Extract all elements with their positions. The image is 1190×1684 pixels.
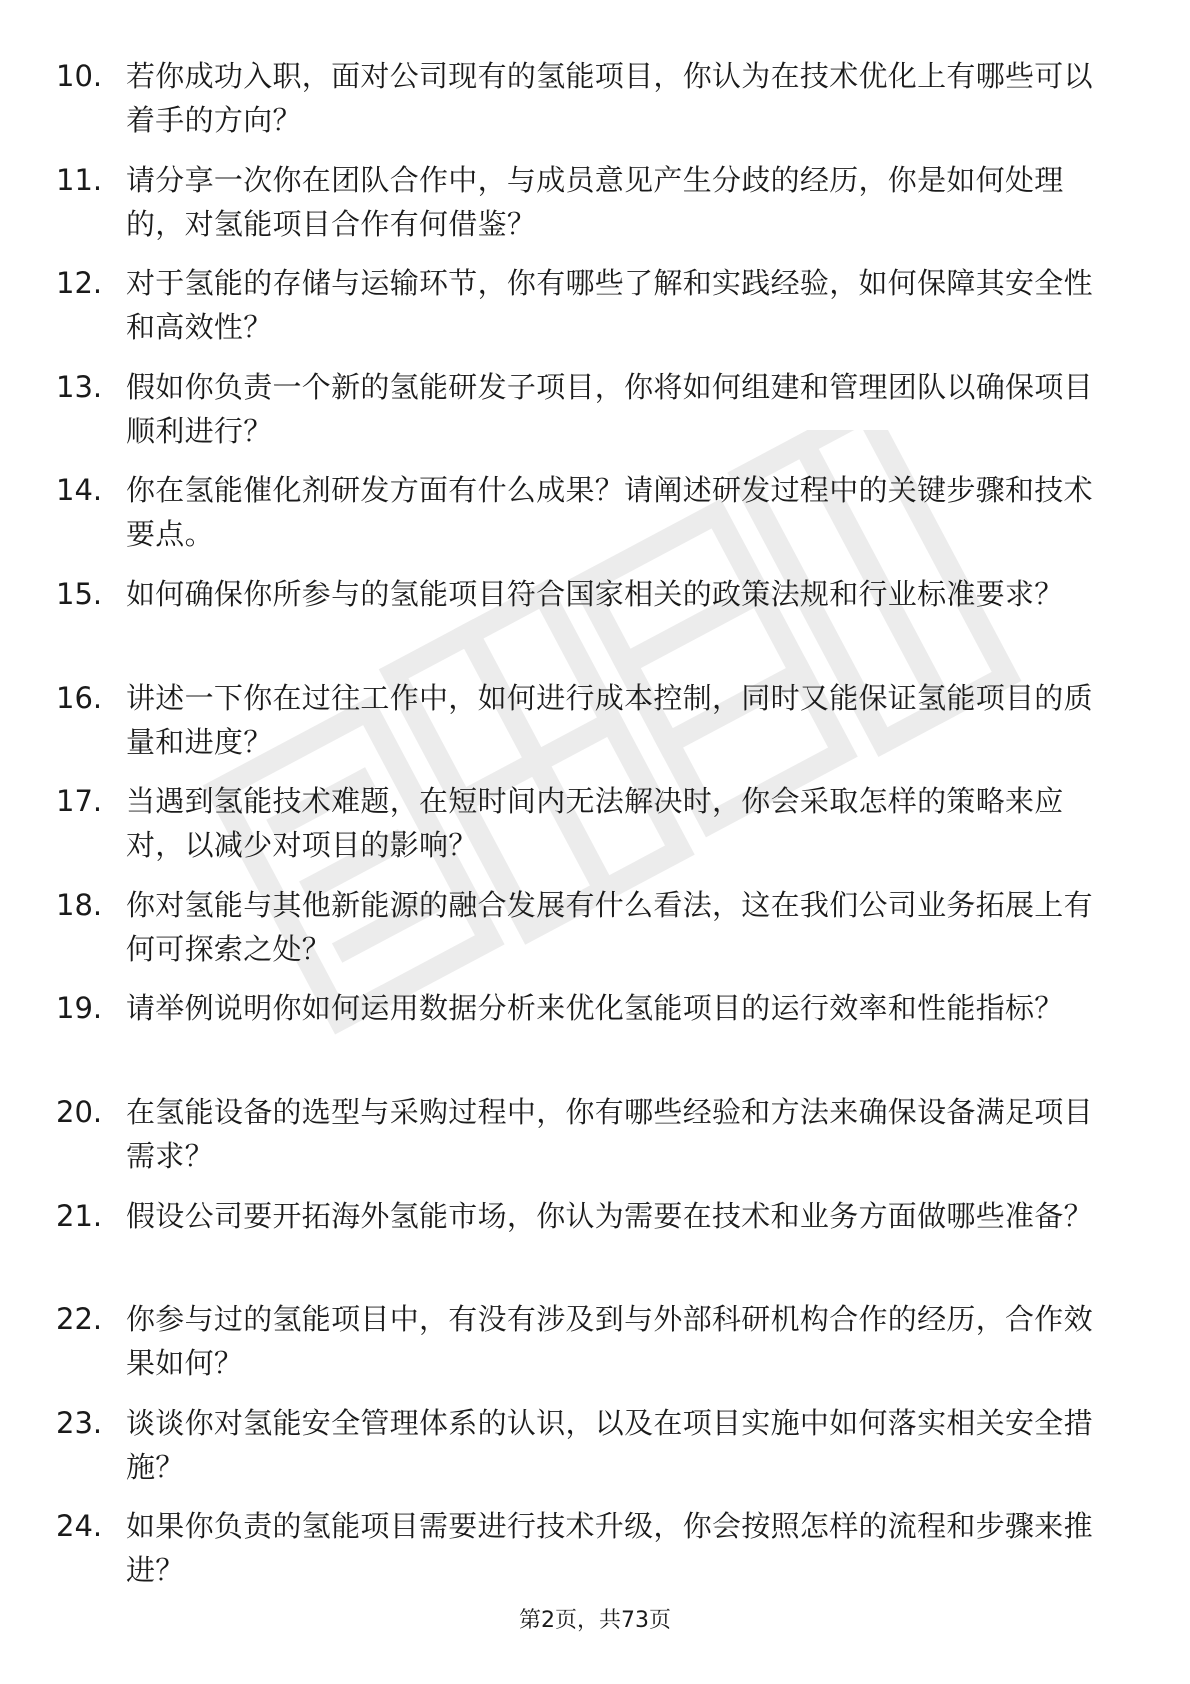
question-item [56,572,1116,676]
question-number: 13. [56,369,103,404]
question-text: 如何确保你所参与的氢能项目符合国家相关的政策法规和行业标准要求？ [126,576,1064,611]
question-item [56,986,1116,1090]
question-text: 假如你负责一个新的氢能研发子项目，你将如何组建和管理团队以确保项目顺利进行？ [126,369,1093,448]
question-item [56,1194,1116,1298]
question-number: 10. [56,59,103,93]
question-list [56,54,1116,1608]
question-text: 在氢能设备的选型与采购过程中，你有哪些经验和方法来确保设备满足项目需求？ [126,1094,1093,1173]
question-item [56,1297,1116,1401]
question-number: 16. [56,680,103,715]
question-text: 如果你负责的氢能项目需要进行技术升级，你会按照怎样的流程和步骤来推进？ [126,1509,1093,1588]
question-item [56,158,1116,262]
question-number: 11. [56,162,103,197]
question-number: 18. [56,887,103,922]
question-item [56,676,1116,780]
question-text: 假设公司要开拓海外氢能市场，你认为需要在技术和业务方面做哪些准备？ [126,1198,1093,1233]
question-number: 23. [56,1405,103,1440]
question-item [56,468,1116,572]
question-item [56,883,1116,987]
question-text: 你对氢能与其他新能源的融合发展有什么看法，这在我们公司业务拓展上有何可探索之处？ [126,887,1093,966]
question-text: 请举例说明你如何运用数据分析来优化氢能项目的运行效率和性能指标？ [126,991,1064,1026]
page-footer: 第2页，共73页 [519,1608,671,1633]
question-text: 你在氢能催化剂研发方面有什么成果？请阐述研发过程中的关键步骤和技术要点。 [126,473,1093,552]
question-text: 谈谈你对氢能安全管理体系的认识，以及在项目实施中如何落实相关安全措施？ [126,1405,1093,1484]
question-number: 20. [56,1094,103,1129]
question-number: 24. [56,1509,103,1544]
question-item [56,261,1116,365]
question-number: 22. [56,1302,103,1337]
question-text: 对于氢能的存储与运输环节，你有哪些了解和实践经验，如何保障其安全性和高效性？ [126,266,1093,345]
question-text: 讲述一下你在过往工作中，如何进行成本控制，同时又能保证氢能项目的质量和进度？ [126,680,1093,759]
question-number: 15. [56,576,103,611]
question-number: 21. [56,1198,103,1233]
question-text: 你参与过的氢能项目中，有没有涉及到与外部科研机构合作的经历，合作效果如何？ [126,1302,1093,1381]
question-text: 请分享一次你在团队合作中，与成员意见产生分歧的经历，你是如何处理的，对氢能项目合作有何借鉴？ [126,162,1064,241]
question-item [56,1504,1116,1608]
question-number: 19. [56,991,103,1026]
question-item [56,1401,1116,1505]
question-number: 14. [56,473,103,508]
question-item [56,1090,1116,1194]
question-text: 当遇到氢能技术难题，在短时间内无法解决时，你会采取怎样的策略来应对，以减少对项目的影响？ [126,784,1064,863]
question-number: 17. [56,784,103,819]
question-number: 12. [56,266,103,301]
question-text: 若你成功入职，面对公司现有的氢能项目，你认为在技术优化上有哪些可以着手的方向？ [126,59,1093,137]
question-item [56,779,1116,883]
question-item [56,365,1116,469]
question-item [56,54,1116,158]
